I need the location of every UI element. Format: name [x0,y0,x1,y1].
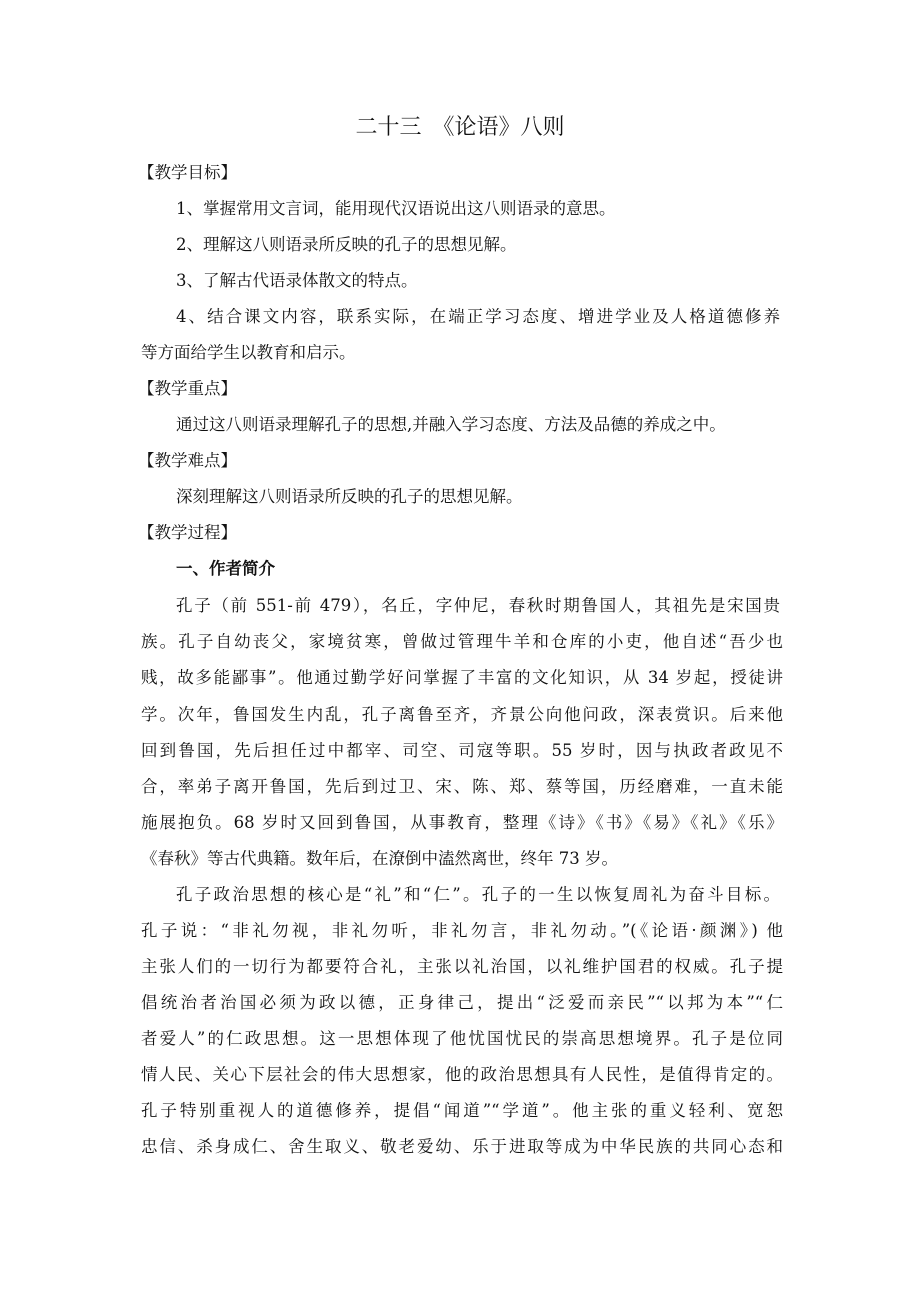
paragraph-line: 倡统治者治国必须为政以德，正身律己，提出“泛爱而亲民”“以邦为本”“仁 [141,993,783,1012]
difficulty-text: 深刻理解这八则语录所反映的孔子的思想见解。 [176,487,523,506]
paragraph-line: 孔子特别重视人的道德修养，提倡“闻道”“学道”。他主张的重义轻利、宽恕 [141,1101,783,1120]
objective-item: 3、了解古代语录体散文的特点。 [176,271,418,290]
paragraph-line: 贱，故多能鄙事”。他通过勤学好问掌握了丰富的文化知识，从 34 岁起，授徒讲 [141,668,783,687]
section-title: 一、作者简介 [176,559,275,578]
paragraph-line: 者爱人”的仁政思想。这一思想体现了他忧国忧民的崇高思想境界。孔子是位同 [141,1029,783,1048]
paragraph-line: 主张人们的一切行为都要符合礼，主张以礼治国，以礼维护国君的权威。孔子提 [141,957,783,976]
paragraph-line: 施展抱负。68 岁时又回到鲁国，从事教育，整理《诗》《书》《易》《礼》《乐》 [141,813,783,832]
objectives-heading: 【教学目标】 [138,163,237,182]
key-point-text: 通过这八则语录理解孔子的思想,并融入学习态度、方法及品德的养成之中。 [176,415,726,434]
paragraph-line: 合，率弟子离开鲁国，先后到过卫、宋、陈、郑、蔡等国，历经磨难，一直未能 [141,777,783,796]
paragraph-line: 孔子政治思想的核心是“礼”和“仁”。孔子的一生以恢复周礼为奋斗目标。 [176,885,780,904]
process-heading: 【教学过程】 [138,523,237,542]
paragraph-line: 族。孔子自幼丧父，家境贫寒，曾做过管理牛羊和仓库的小吏，他自述“吾少也 [141,632,783,651]
paragraph-line: 忠信、杀身成仁、舍生取义、敬老爱幼、乐于进取等成为中华民族的共同心态和 [141,1137,783,1156]
paragraph-line: 孔子说：“非礼勿视，非礼勿听，非礼勿言，非礼勿动。”(《论语·颜渊》) 他 [141,921,783,940]
objective-item: 2、理解这八则语录所反映的孔子的思想见解。 [176,235,517,254]
objective-item-continuation: 等方面给学生以教育和启示。 [141,343,356,362]
objective-item: 1、掌握常用文言词，能用现代汉语说出这八则语录的意思。 [176,199,616,218]
difficulty-heading: 【教学难点】 [138,451,237,470]
key-point-heading: 【教学重点】 [138,379,237,398]
objective-item: 4、结合课文内容，联系实际，在端正学习态度、增进学业及人格道德修养 [176,307,780,326]
page-title: 二十三 《论语》八则 [355,115,565,140]
paragraph-line: 孔子（前 551-前 479），名丘，字仲尼，春秋时期鲁国人，其祖先是宋国贵 [176,596,780,615]
paragraph-line: 学。次年，鲁国发生内乱，孔子离鲁至齐，齐景公向他问政，深表赏识。后来他 [141,705,783,724]
paragraph-line: 情人民、关心下层社会的伟大思想家，他的政治思想具有人民性，是值得肯定的。 [141,1065,783,1084]
paragraph-line: 回到鲁国，先后担任过中都宰、司空、司寇等职。55 岁时，因与执政者政见不 [141,741,783,760]
paragraph-line: 《春秋》等古代典籍。数年后，在潦倒中溘然离世，终年 73 岁。 [141,849,618,868]
